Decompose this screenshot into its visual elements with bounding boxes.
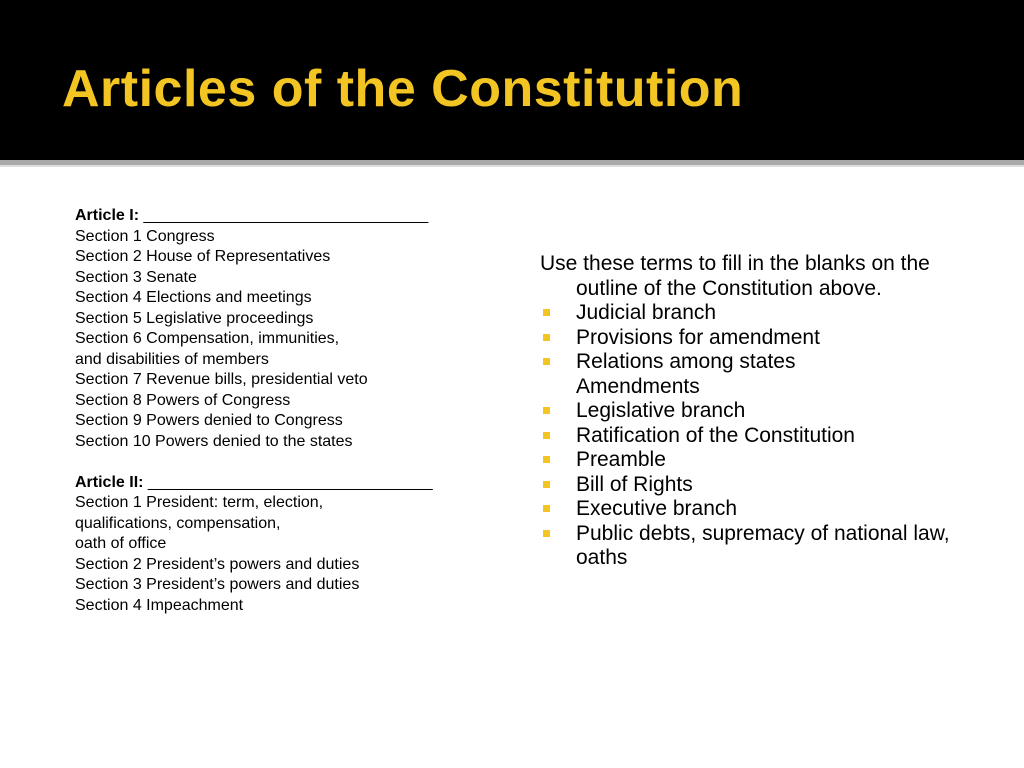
title-divider-shadow — [0, 165, 1024, 167]
article-1-section: Section 6 Compensation, immunities, — [75, 330, 340, 347]
term-label: Relations among states — [576, 350, 796, 373]
article-1-section: Section 5 Legislative proceedings — [75, 309, 314, 327]
term-label: Legislative branch — [576, 399, 746, 422]
term-label: Provisions for amendment — [576, 325, 820, 349]
article-spacer — [75, 452, 515, 473]
article-1-section: Section 9 Powers denied to Congress — [75, 412, 343, 429]
square-bullet-icon — [543, 358, 550, 365]
square-bullet-icon — [543, 505, 550, 512]
article-2-label: Article II: — [75, 473, 144, 491]
term-label: Bill of Rights — [576, 472, 693, 496]
article-2-section: qualifications, compensation, — [75, 514, 281, 532]
term-label: Preamble — [576, 448, 666, 471]
list-item-continuation — [540, 375, 980, 400]
list-item — [540, 473, 980, 498]
article-2-heading — [75, 473, 515, 494]
article-2-section: oath of office — [75, 535, 167, 552]
square-bullet-icon — [543, 432, 550, 439]
article-1-section: Section 10 Powers denied to the states — [75, 432, 353, 450]
article-2-section: Section 3 President’s powers and duties — [75, 576, 360, 593]
square-bullet-icon — [543, 481, 550, 488]
list-item — [540, 522, 980, 571]
article-1-section: Section 4 Elections and meetings — [75, 289, 312, 306]
list-item — [540, 448, 980, 473]
term-label: Executive branch — [576, 497, 738, 520]
square-bullet-icon — [543, 407, 550, 414]
term-label: Public debts, supremacy of national law, oaths — [576, 521, 950, 569]
article-1-section: Section 1 Congress — [75, 227, 215, 245]
list-item — [540, 301, 980, 326]
square-bullet-icon — [543, 530, 550, 537]
list-item — [540, 424, 980, 449]
terms-intro: Use these terms to fill in the blanks on the outline of the Constitution above. — [540, 252, 930, 300]
title-bar — [0, 0, 1024, 160]
square-bullet-icon — [543, 334, 550, 341]
article-1-heading — [75, 206, 515, 227]
article-2-section: Section 1 President: term, election, — [75, 494, 324, 511]
article-1-section: Section 3 Senate — [75, 268, 197, 286]
slide-title: Articles of the Constitution — [62, 60, 744, 118]
term-label: Ratification of the Constitution — [576, 423, 855, 447]
list-item — [540, 497, 980, 522]
term-label: Judicial branch — [576, 301, 717, 324]
terms-list-panel — [540, 252, 980, 571]
list-item — [540, 350, 980, 375]
square-bullet-icon — [543, 456, 550, 463]
square-bullet-icon — [543, 309, 550, 316]
article-1-section: Section 7 Revenue bills, presidential veto — [75, 371, 368, 388]
article-1-section: Section 2 House of Representatives — [75, 248, 331, 265]
article-1-section: Section 8 Powers of Congress — [75, 391, 291, 409]
article-1-blank: ________________________________ — [139, 207, 429, 224]
article-2-blank: ________________________________ — [143, 473, 433, 491]
article-1-section: and disabilities of members — [75, 350, 269, 368]
list-item — [540, 326, 980, 351]
article-2-section: Section 4 Impeachment — [75, 596, 244, 614]
article-1-label: Article I: — [75, 207, 140, 224]
term-label: Amendments — [576, 374, 700, 398]
constitution-outline — [75, 206, 515, 616]
article-2-section: Section 2 President’s powers and duties — [75, 555, 360, 573]
list-item — [540, 399, 980, 424]
terms-list — [540, 301, 980, 571]
